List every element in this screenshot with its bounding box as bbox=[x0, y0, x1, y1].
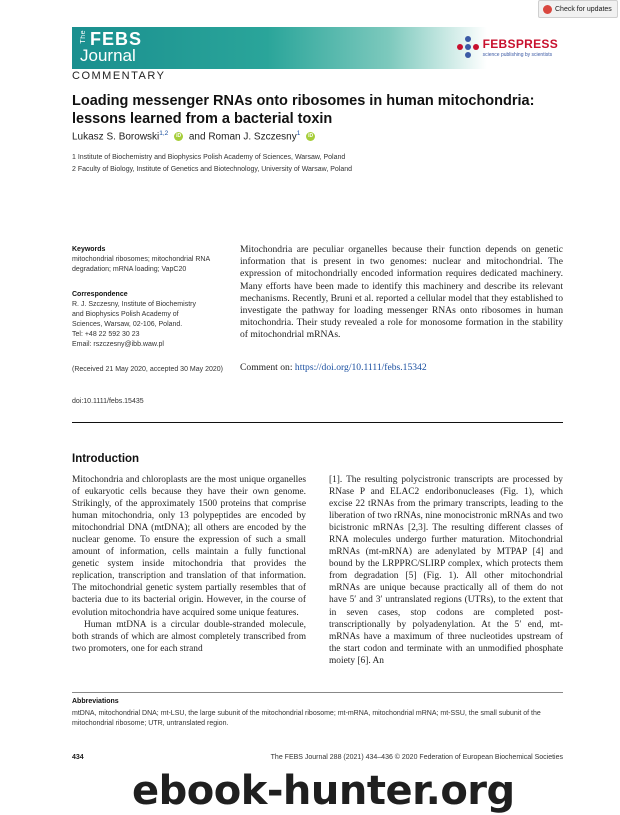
author-name: and Roman J. Szczesny bbox=[188, 131, 297, 143]
keywords-heading: Keywords bbox=[72, 246, 106, 253]
journal-citation: The FEBS Journal 288 (2021) 434–436 © 2020 Federation of European Biochemical Societies bbox=[270, 754, 563, 761]
affiliation-marker: 1 bbox=[296, 130, 301, 137]
article-title: Loading messenger RNAs onto ribosomes in human mitochondria: lessons learned from a bacterial toxin bbox=[72, 93, 535, 127]
correspondence-block bbox=[72, 290, 232, 350]
check-updates-label: Check for updates bbox=[555, 5, 612, 13]
publisher-tagline: science publishing by scientists bbox=[482, 51, 553, 58]
doi[interactable]: doi:10.1111/febs.15435 bbox=[72, 398, 144, 405]
journal-logo-febs: FEBS bbox=[90, 29, 143, 49]
keywords-text: mitochondrial ribosomes; mitochondrial RNA degradation; mRNA loading; VapC20 bbox=[72, 256, 210, 273]
correspondence-email[interactable]: Email: rszczesny@ibb.waw.pl bbox=[72, 341, 164, 348]
abstract: Mitochondria are peculiar organelles because their function depends on genetic information that is present in two genomes: nuclear and mitochondrial. The expression of mitochondrially encoded information requires dedicated machinery. Many efforts have been made to identify this machinery and describe its relevant mechanisms. Recently, Bruni et al. reported a cellular model that they established to investigate the pathway for loading messenger RNAs onto ribosomes in human mitochondria. Their study revealed a role for monosome formation in the stability of mitochondrial mRNAs. bbox=[240, 244, 563, 341]
correspondence-line: Sciences, Warsaw, 02-106, Poland. bbox=[72, 321, 183, 328]
watermark: ebook-hunter.org bbox=[132, 768, 515, 814]
page-number: 434 bbox=[72, 754, 84, 761]
section-divider bbox=[72, 422, 563, 423]
affiliation: 2 Faculty of Biology, Institute of Genetics and Biotechnology, University of Warsaw, Poland bbox=[72, 166, 353, 173]
comment-label: Comment on: bbox=[240, 362, 293, 373]
orcid-icon[interactable]: iD bbox=[176, 133, 182, 140]
orcid-icon[interactable]: iD bbox=[308, 133, 314, 140]
author-name: Lukasz S. Borowski bbox=[72, 131, 160, 143]
section-label: COMMENTARY bbox=[72, 70, 166, 82]
footnote-divider bbox=[72, 692, 563, 693]
affiliation: 1 Institute of Biochemistry and Biophysics Polish Academy of Sciences, Warsaw, Poland bbox=[72, 154, 346, 161]
correspondence-heading: Correspondence bbox=[72, 291, 128, 298]
abbreviations-heading: Abbreviations bbox=[72, 698, 119, 705]
journal-logo bbox=[74, 29, 144, 65]
paragraph: [1]. The resulting polycistronic transcripts are processed by RNase P and ELAC2 endoribonucleases (Fig. 1), which excise 22 tRNAs from the primary transcripts, leading to the liberation of two rRNAs, nine monocistronic mRNAs and two bicistronic mRNAs [2,3]. The resulting different classes of RNA molecules undergo further maturation. Mitochondrial mRNAs (mt-mRNA) are adenylated by MTPAP [4] and bound by the LRPPRC/SLIRP complex, which protects them from degradation [5] (Fig. 1). All other mitochondrial mRNAs are unique because practically all of them do not have 5′ and 3′ untranslated regions (UTRs), to the extent that in seven cases, stop codons are completed post-transcriptionally by polyadenylation. At the 5′ end, mt-mRNAs have a maximum of three nucleotides upstream of the start codon and terminate with an unmodified phosphate moiety [6]. An bbox=[329, 475, 563, 666]
paragraph: Mitochondria and chloroplasts are the most unique organelles of eukaryotic cells because they have their own genome. Strikingly, of the approximately 1500 proteins that comprise human mitochondria, only 13 polypeptides are encoded by mitochondrial DNA (mtDNA); all others are encoded by the nuclear genome. To ensure the expression of such a small amount of information, cells maintain a fully functional genetic system inside mitochondria that provides the replication, transcription and translation of that information. The mitochondrial genetic system partially resembles that of bacteria due to its bacterial origin. However, in the course of evolution mitochondria have acquired some unique features. bbox=[72, 475, 306, 618]
correspondence-line: R. J. Szczesny, Institute of Biochemistry bbox=[72, 301, 196, 308]
body-column-right bbox=[329, 474, 563, 667]
keywords-block bbox=[72, 245, 232, 275]
abbreviations-text: mtDNA, mitochondrial DNA; mt-LSU, the large subunit of the mitochondrial ribosome; mt-mRNA, mitochondrial mRNA; mt-SSU, the small subunit of the mitochondrial ribosome; UTR, untranslated region. bbox=[72, 710, 541, 727]
publisher-name: FEBSPRESS bbox=[482, 36, 558, 51]
journal-logo-name: Journal bbox=[80, 46, 136, 65]
paragraph: Human mtDNA is a circular double-stranded molecule, both strands of which are almost completely transcribed from two promoters, one for each strand bbox=[72, 619, 306, 654]
update-icon bbox=[543, 5, 552, 14]
received-dates: (Received 21 May 2020, accepted 30 May 2020) bbox=[72, 366, 223, 373]
introduction-heading: Introduction bbox=[72, 453, 140, 465]
check-for-updates-button[interactable] bbox=[538, 0, 618, 18]
journal-logo-the: The bbox=[80, 30, 87, 44]
body-column-left bbox=[72, 474, 306, 655]
affiliation-marker: 1,2 bbox=[159, 130, 169, 137]
comment-link[interactable]: https://doi.org/10.1111/febs.15342 bbox=[294, 362, 427, 373]
comment-on bbox=[240, 362, 427, 373]
correspondence-line: Tel: +48 22 592 30 23 bbox=[72, 331, 140, 338]
febs-press-mark-icon bbox=[457, 36, 479, 58]
author-list bbox=[72, 130, 318, 142]
correspondence-line: and Biophysics Polish Academy of bbox=[72, 311, 179, 318]
publisher-logo bbox=[457, 36, 558, 58]
